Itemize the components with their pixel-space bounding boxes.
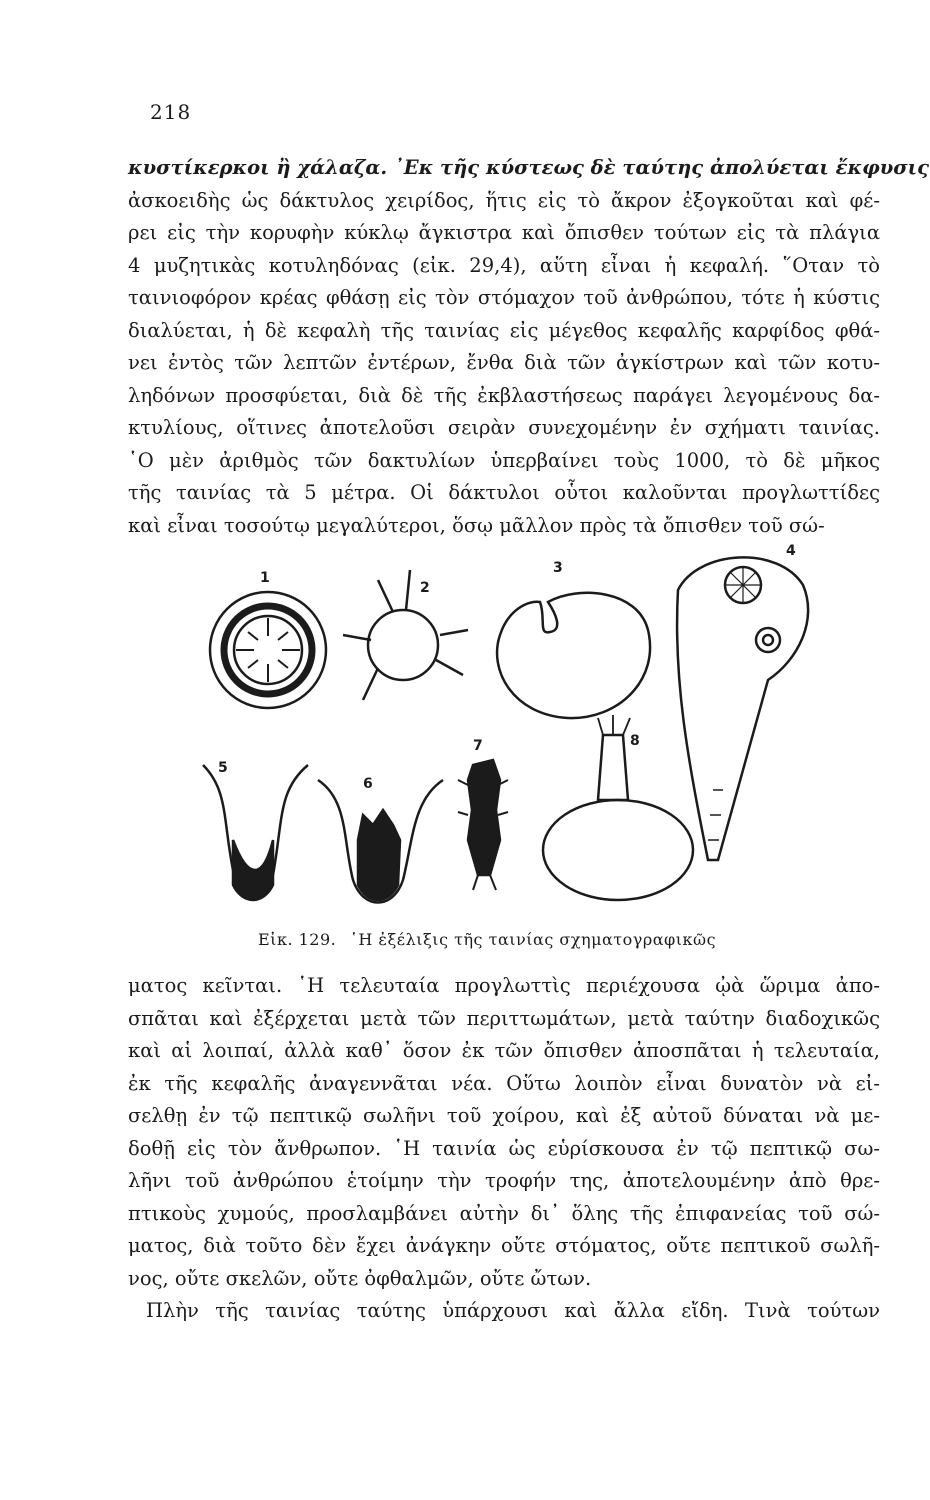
text-line: δοθῇ εἰς τὸν ἄνθρωπον. ῾Η ταινία ὡς εὑρίσκουσα ἐν τῷ πεπτικῷ σω- xyxy=(128,1136,880,1160)
figure-label-6: 6 xyxy=(363,776,373,792)
figure-label-7: 7 xyxy=(473,738,483,754)
text-line: ἐκ τῆς κεφαλῆς ἀναγεννᾶται νέα. Οὕτω λοιπὸν εἶναι δυνατὸν νὰ εἰ- xyxy=(128,1071,880,1095)
text-line: Πλὴν τῆς ταινίας ταύτης ὑπάρχουσι καὶ ἄλλα εἴδη. Τινὰ τούτων xyxy=(146,1299,880,1322)
stage-5-drawing xyxy=(203,765,308,900)
figure-label-4: 4 xyxy=(786,543,796,559)
stage-2-drawing xyxy=(343,570,468,700)
text-line: ληδόνων προσφύεται, διὰ δὲ τῆς ἐκβλαστήσεως παράγει λεγομένους δα- xyxy=(128,383,880,407)
text-line: ρει εἰς τὴν κορυφὴν κύκλῳ ἄγκιστρα καὶ ὄπισθεν τούτων εἰς τὰ πλάγια xyxy=(128,221,880,244)
page-number: 218 xyxy=(150,100,192,124)
text-line: πτικοὺς χυμούς, προσλαμβάνει αὐτὴν δι᾿ ὅλης τῆς ἐπιφανείας τοῦ σώ- xyxy=(128,1201,880,1225)
text-line: ματος κεῖνται. ῾Η τελευταία προγλωττὶς περιέχουσα ᾠὰ ὥριμα ἀπο- xyxy=(128,974,880,997)
text-line: ματος, διὰ τοῦτο δὲν ἔχει ἀνάγκην οὔτε στόματος, οὔτε πεπτικοῦ σωλῆ- xyxy=(128,1234,880,1257)
stage-4-drawing xyxy=(677,557,808,860)
tapeworm-development-figure xyxy=(178,540,878,920)
caption-number: Εἰκ. 129. xyxy=(258,930,337,949)
text-line: καὶ εἶναι τοσούτῳ μεγαλύτεροι, ὅσῳ μᾶλλον πρὸς τὰ ὄπισθεν τοῦ σώ- xyxy=(128,513,825,537)
text-line: σελθῃ ἐν τῷ πεπτικῷ σωλῆνι τοῦ χοίρου, καὶ ἐξ αὐτοῦ δύναται νὰ με- xyxy=(128,1104,880,1127)
text-line: λῆνι τοῦ ἀνθρώπου ἑτοίμην τὴν τροφήν της, ἀποτελουμένην ἀπὸ θρε- xyxy=(128,1169,880,1192)
text-line: κτυλίους, οἵτινες ἀποτελοῦσι σειρὰν συνεχομένην ἐν σχήματι ταινίας. xyxy=(128,416,880,439)
text-line: ἀσκοειδὴς ὡς δάκτυλος χειρίδος, ἥτις εἰς τὸ ἄκρον ἐξογκοῦται καὶ φέ- xyxy=(128,188,880,212)
text-line: ταινιοφόρον κρέας φθάσῃ εἰς τὸν στόμαχον τοῦ ἀνθρώπου, τότε ἡ κύστις xyxy=(128,286,880,309)
text-line: ῾Ο μὲν ἀριθμὸς τῶν δακτυλίων ὑπερβαίνει τοὺς 1000, τὸ δὲ μῆκος xyxy=(128,448,880,472)
text-line: νει ἐντὸς τῶν λεπτῶν ἐντέρων, ἔνθα διὰ τῶν ἀγκίστρων καὶ τῶν κοτυ- xyxy=(128,351,880,374)
figure-label-3: 3 xyxy=(553,560,563,576)
stage-3-drawing xyxy=(497,593,650,718)
text-line: διαλύεται, ἡ δὲ κεφαλὴ τῆς ταινίας εἰς μέγεθος κεφαλῆς καρφίδος φθά- xyxy=(128,318,880,342)
figure-label-5: 5 xyxy=(218,760,228,776)
text-line: 4 μυζητικὰς κοτυληδόνας (εἰκ. 29,4), αὕτη εἶναι ἡ κεφαλή. ῞Οταν τὸ xyxy=(128,253,880,277)
caption-text: ῾Η ἐξέλιξις τῆς ταινίας σχηματογραφικῶς xyxy=(349,930,717,949)
stage-7-drawing xyxy=(458,760,508,890)
figure-label-2: 2 xyxy=(420,580,430,596)
stage-8-drawing xyxy=(543,715,693,900)
text-line: νος, οὔτε σκελῶν, οὔτε ὀφθαλμῶν, οὔτε ὤτων. xyxy=(128,1266,592,1290)
figure-caption xyxy=(258,930,798,949)
stage-6-drawing xyxy=(318,780,443,903)
paragraph-top xyxy=(128,152,929,542)
text-line: σπᾶται καὶ ἐξέρχεται μετὰ τῶν περιττωμάτων, μετὰ ταύτην διαδοχικῶς xyxy=(128,1006,880,1030)
figure-label-8: 8 xyxy=(630,733,640,749)
text-line: καὶ αἱ λοιπαί, ἀλλὰ καθ᾿ ὅσον ἐκ τῶν ὄπισθεν ἀποσπᾶται ἡ τελευταία, xyxy=(128,1039,880,1062)
figure-illustration xyxy=(178,540,878,920)
paragraph-bottom xyxy=(128,970,880,1328)
stage-1-drawing xyxy=(210,592,326,708)
text-line: τῆς ταινίας τὰ 5 μέτρα. Οἱ δάκτυλοι οὗτοι καλοῦνται προγλωττίδες xyxy=(128,481,880,504)
figure-label-1: 1 xyxy=(260,570,270,586)
text-line: κυστίκερκοι ἢ χάλαζα. ᾿Εκ τῆς κύστεως δὲ ταύτης ἀπολύεται ἔκφυσις xyxy=(128,156,929,179)
